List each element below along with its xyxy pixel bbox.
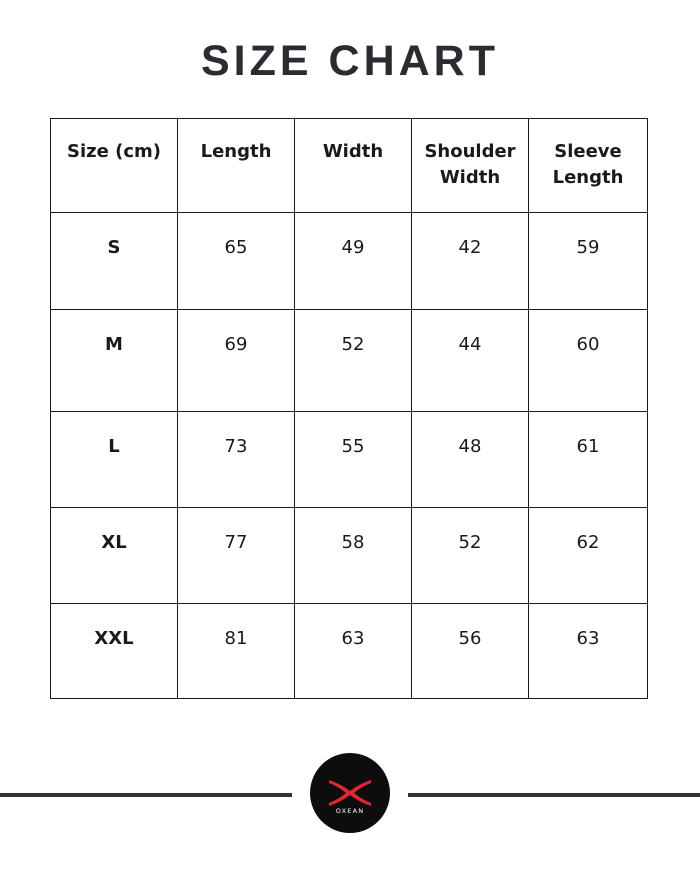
shoulder-width-value: 56 [412, 604, 529, 699]
sleeve-length-value: 60 [529, 310, 648, 412]
width-value: 63 [295, 604, 412, 699]
length-value: 77 [178, 508, 295, 604]
sleeve-length-value: 59 [529, 213, 648, 310]
footer-divider-left [0, 793, 292, 797]
width-value: 49 [295, 213, 412, 310]
table-row [51, 412, 648, 508]
length-value: 73 [178, 412, 295, 508]
footer-divider-right [408, 793, 700, 797]
table-header-row [51, 119, 648, 213]
table-row [51, 213, 648, 310]
table-row [51, 508, 648, 604]
sleeve-length-value: 62 [529, 508, 648, 604]
size-label: M [51, 310, 178, 412]
table-row [51, 310, 648, 412]
shoulder-width-value: 48 [412, 412, 529, 508]
length-value: 65 [178, 213, 295, 310]
column-header-length: Length [178, 119, 295, 213]
column-header-width: Width [295, 119, 412, 213]
shoulder-width-value: 44 [412, 310, 529, 412]
logo-wordmark: OXEAN [335, 807, 365, 815]
shoulder-width-value: 42 [412, 213, 529, 310]
size-label: XXL [51, 604, 178, 699]
size-label: XL [51, 508, 178, 604]
column-header-size: Size (cm) [51, 119, 178, 213]
size-label: L [51, 412, 178, 508]
column-header-sleeve-length: Sleeve Length [529, 119, 648, 213]
crossed-x-logo-icon [310, 753, 390, 833]
sleeve-length-value: 63 [529, 604, 648, 699]
sleeve-length-value: 61 [529, 412, 648, 508]
shoulder-width-value: 52 [412, 508, 529, 604]
length-value: 69 [178, 310, 295, 412]
width-value: 58 [295, 508, 412, 604]
width-value: 52 [295, 310, 412, 412]
page-title: SIZE CHART [201, 37, 499, 85]
width-value: 55 [295, 412, 412, 508]
table-row [51, 604, 648, 699]
column-header-shoulder-width: Shoulder Width [412, 119, 529, 213]
size-chart-table [50, 118, 648, 699]
brand-logo [310, 753, 390, 833]
length-value: 81 [178, 604, 295, 699]
size-label: S [51, 213, 178, 310]
